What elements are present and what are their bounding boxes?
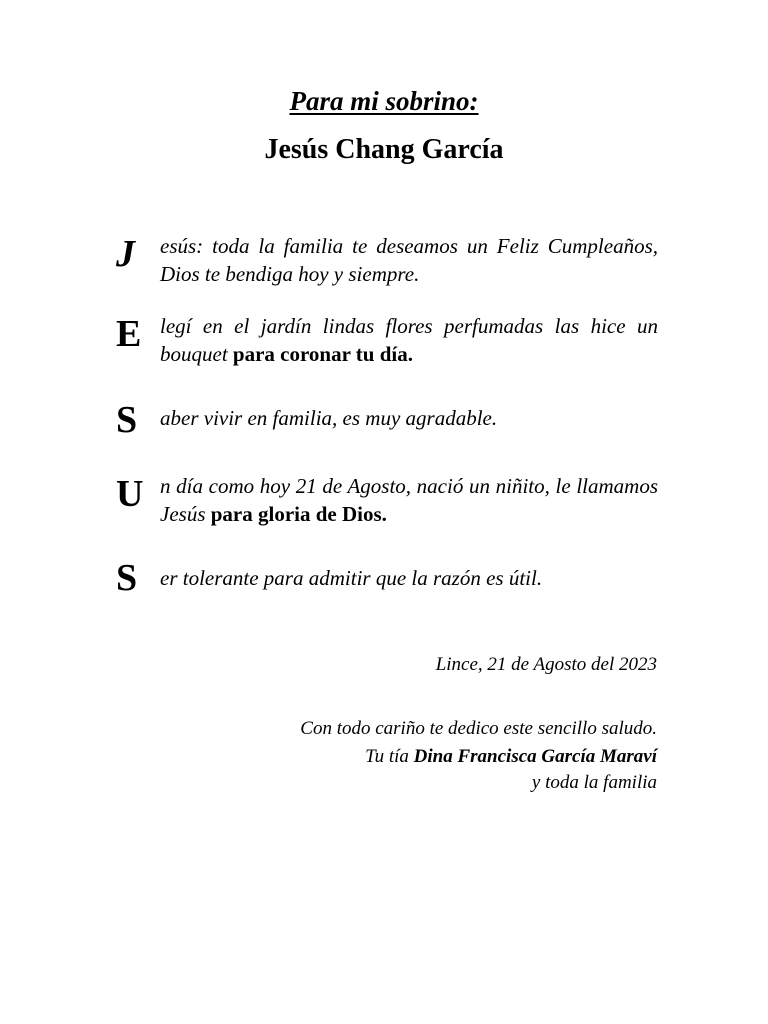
acrostic-letter: J	[116, 233, 135, 275]
acrostic-text	[160, 312, 658, 368]
signature-name: Dina Francisca García Maraví	[413, 746, 657, 767]
acrostic-line	[112, 472, 658, 532]
acrostic-line	[112, 556, 658, 616]
acrostic-text-plain: n día como hoy 21 de Agosto, nació un niñito, le llamamos Jesús	[160, 474, 658, 526]
signature-line	[365, 744, 657, 770]
recipient-name: Jesús Chang García	[264, 134, 504, 165]
acrostic-letter: S	[116, 399, 138, 441]
acrostic-text-plain: aber vivir en familia, es muy agradable.	[160, 406, 498, 430]
acrostic-text	[160, 232, 658, 288]
acrostic-text	[160, 564, 658, 592]
family-line: y toda la familia	[531, 772, 657, 793]
acrostic-letter: E	[116, 313, 142, 355]
acrostic-text	[160, 472, 658, 528]
acrostic-letter: U	[116, 473, 144, 515]
acrostic-text-plain: esús: toda la familia te deseamos un Feliz Cumpleaños, Dios te bendiga hoy y siempre.	[160, 234, 658, 286]
acrostic-text-plain: er tolerante para admitir que la razón es útil.	[160, 566, 543, 590]
greeting-heading: Para mi sobrino:	[289, 86, 479, 116]
acrostic-line	[112, 398, 658, 458]
place-date: Lince, 21 de Agosto del 2023	[435, 654, 657, 675]
acrostic-text-emphasis: para gloria de Dios.	[210, 502, 387, 526]
acrostic-line	[112, 232, 658, 292]
dedication-line: Con todo cariño te dedico este sencillo saludo.	[300, 718, 657, 739]
acrostic-line	[112, 312, 658, 372]
acrostic-text	[160, 404, 658, 432]
acrostic-letter: S	[116, 557, 138, 599]
signature-prefix: Tu tía	[365, 746, 414, 767]
acrostic-text-plain: legí en el jardín lindas flores perfumadas las hice un bouquet	[160, 314, 658, 366]
acrostic-text-emphasis: para coronar tu día.	[232, 342, 413, 366]
